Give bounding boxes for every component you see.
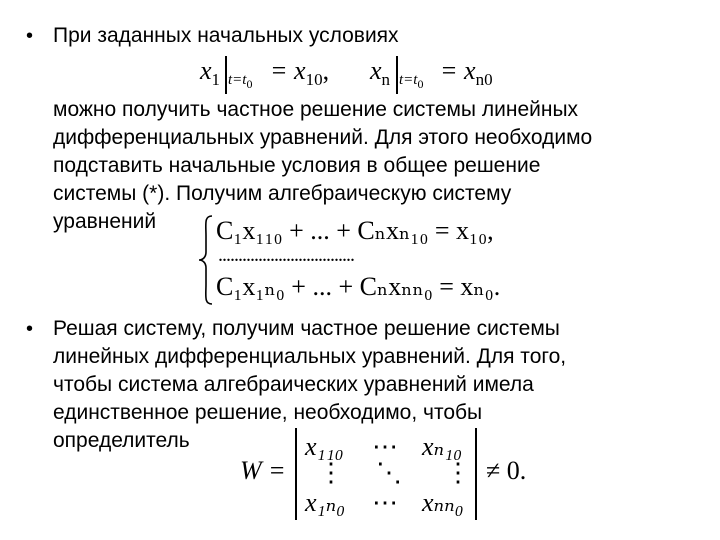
system-row-3: C₁x₁ₙ₀ + ... + Cₙxₙₙ₀ = xₙ₀. — [216, 272, 501, 301]
evaluation-bar-1 — [225, 56, 227, 94]
rhs-separator: , — [322, 56, 330, 85]
determinant-lhs: W = — [240, 456, 286, 485]
bullet1-line-4: системы (*). Получим алгебраическую систему — [53, 182, 512, 205]
bullet-dot-1: • — [26, 25, 34, 47]
eval-point-2-sub: 0 — [417, 77, 424, 91]
bullet-dot-2: • — [26, 318, 34, 340]
xn-subscript: n — [381, 70, 391, 89]
rhs-1 — [270, 56, 329, 90]
system-brace — [196, 214, 216, 306]
bullet2-line-5: определитель — [53, 429, 190, 452]
det-cell-3-2: ⋯ — [372, 488, 398, 517]
det-cell-3-1: x₁ₙ₀ — [305, 488, 346, 517]
det-cell-2-3: ⋮ — [445, 458, 471, 487]
bullet1-line-5: уравнений — [53, 210, 157, 233]
x1-symbol: x — [200, 56, 212, 85]
rhs-2 — [440, 56, 493, 90]
rhs-1-sub: 10 — [305, 70, 323, 89]
rhs-2-sub: n0 — [475, 70, 493, 89]
evaluation-bar-2 — [396, 56, 398, 94]
determinant-left-bar — [295, 428, 297, 520]
eval-point-2 — [399, 72, 423, 92]
det-cell-1-1: x₁₁₀ — [305, 432, 344, 461]
system-row-1: C₁x₁₁₀ + ... + Cₙxₙ₁₀ = x₁₀, — [216, 216, 494, 245]
initial-condition-formula — [200, 56, 220, 90]
bullet1-intro: При заданных начальных условиях — [53, 24, 399, 47]
bullet2-line-2: линейных дифференциальных уравнений. Для того, — [53, 345, 567, 368]
determinant-right-bar — [475, 428, 477, 520]
bullet2-line-3: чтобы система алгебраических уравнений имела — [53, 373, 534, 396]
eval-point-1-text: t=t — [228, 72, 247, 88]
det-cell-2-2: ⋱ — [376, 458, 402, 487]
eval-point-2-text: t=t — [399, 72, 418, 88]
determinant-rhs: ≠ 0. — [486, 456, 527, 485]
x1-subscript: 1 — [211, 70, 221, 89]
eval-point-1-sub: 0 — [246, 77, 253, 91]
bullet1-line-2: дифференциальных уравнений. Для этого необходимо — [53, 126, 593, 149]
rhs-1-text: = x — [270, 56, 306, 85]
det-cell-2-1: ⋮ — [318, 458, 344, 487]
rhs-2-text: = x — [440, 56, 476, 85]
eval-point-1 — [228, 72, 252, 92]
system-row-dots: .................................. — [218, 244, 354, 266]
bullet2-line-1: Решая систему, получим частное решение системы — [53, 317, 560, 340]
bullet2-line-4: единственное решение, необходимо, чтобы — [53, 401, 483, 424]
xn-symbol: x — [370, 56, 382, 85]
det-cell-1-3: xₙ₁₀ — [422, 432, 463, 461]
det-cell-1-2: ⋯ — [372, 432, 398, 461]
bullet1-line-1: можно получить частное решение системы линейных — [53, 98, 579, 121]
bullet1-line-3: подставить начальные условия в общее решение — [53, 154, 541, 177]
det-cell-3-3: xₙₙ₀ — [422, 488, 464, 517]
xn-symbol-group — [370, 56, 390, 90]
